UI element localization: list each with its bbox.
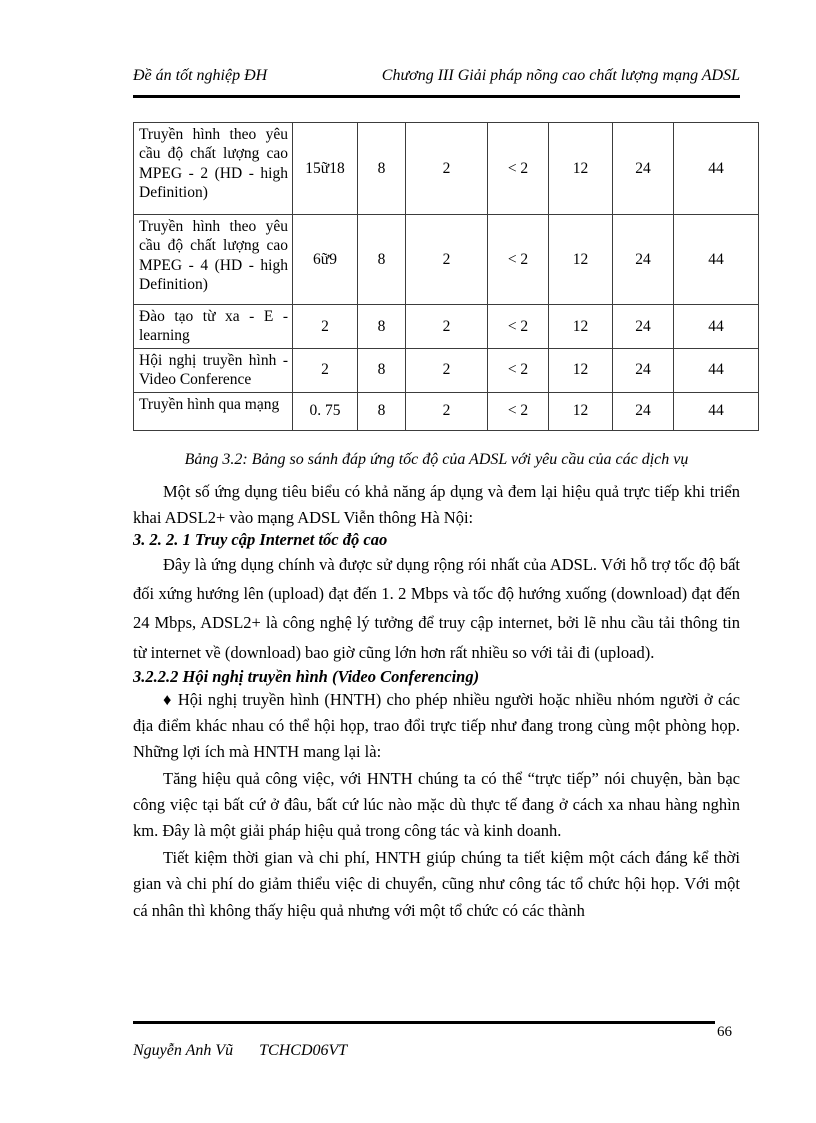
intro-paragraph: Một số ứng dụng tiêu biểu có khả năng áp dụng và đem lại hiệu quả trực tiếp khi triển khai ADSL2+ vào mạng ADSL Viễn thông Hà Nội: bbox=[133, 482, 740, 527]
service-name-cell: Truyền hình theo yêu cầu độ chất lượng cao MPEG - 2 (HD - high Definition) bbox=[134, 123, 293, 215]
running-header bbox=[133, 66, 740, 85]
value-cell: 12 bbox=[549, 392, 613, 430]
value-cell: < 2 bbox=[488, 215, 549, 305]
value-cell: 44 bbox=[674, 305, 759, 349]
value-cell: 44 bbox=[674, 215, 759, 305]
header-right-text: Chương III Giải pháp nõng cao chất lượng mạng ADSL bbox=[381, 67, 740, 84]
value-cell: 8 bbox=[358, 123, 406, 215]
service-name-cell: Đào tạo từ xa - E - learning bbox=[134, 305, 293, 349]
footer-author-name: Nguyễn Anh Vũ bbox=[133, 1042, 234, 1059]
value-cell: 2 bbox=[293, 305, 358, 349]
section-2-heading: 3.2.2.2 Hội nghị truyền hình (Video Conferencing) bbox=[133, 666, 480, 686]
header-left-text: Đề án tốt nghiệp ĐH bbox=[133, 67, 268, 84]
services-comparison-table bbox=[133, 122, 759, 431]
table-row bbox=[134, 123, 759, 215]
section-2-bullet-paragraph: ♦ Hội nghị truyền hình (HNTH) cho phép nhiều người hoặc nhiều nhóm người ở các địa điểm khác nhau có thể hội họp, trao đổi trực tiếp như đang trong cùng một phòng họp. Những lợi ích mà HNTH mang lại là: bbox=[133, 689, 740, 762]
value-cell: 8 bbox=[358, 305, 406, 349]
section-1-heading: 3. 2. 2. 1 Truy cập Internet tốc độ cao bbox=[133, 530, 388, 550]
value-cell: 8 bbox=[358, 348, 406, 392]
value-cell: < 2 bbox=[488, 123, 549, 215]
value-cell: 15ữ18 bbox=[293, 123, 358, 215]
page-number: 66 bbox=[717, 1024, 732, 1040]
table-row bbox=[134, 348, 759, 392]
value-cell: < 2 bbox=[488, 305, 549, 349]
table-caption: Bảng 3.2: Bảng so sánh đáp ứng tốc độ của ADSL với yêu cầu của các dịch vụ bbox=[184, 451, 689, 468]
value-cell: 2 bbox=[406, 215, 488, 305]
value-cell: 8 bbox=[358, 215, 406, 305]
value-cell: 2 bbox=[293, 348, 358, 392]
value-cell: 12 bbox=[549, 123, 613, 215]
section-2-paragraph-benefit-1: Tăng hiệu quả công việc, với HNTH chúng ta có thể “trực tiếp” nói chuyện, bàn bạc công việc tại bất cứ ở đâu, bất cứ lúc nào mặc dù thực tế đang ở cách xa nhau hàng nghìn km. Đây là một giải pháp hiệu quả trong công tác và kinh doanh. bbox=[133, 768, 740, 841]
value-cell: 44 bbox=[674, 123, 759, 215]
section-1-paragraph: Đây là ứng dụng chính và được sử dụng rộng rói nhất của ADSL. Với hỗ trợ tốc độ bất đối xứng hướng lên (upload) đạt đến 1. 2 Mbps và tốc độ hướng xuống (download) đạt đến 24 Mbps, ADSL2+ là công nghệ lý tưởng để truy cập internet, bởi lẽ nhu cầu tải thông tin từ internet về (download) bao giờ cũng lớn hơn rất nhiều so với tải đi (upload). bbox=[133, 554, 740, 662]
footer-author bbox=[133, 1042, 347, 1060]
value-cell: 6ữ9 bbox=[293, 215, 358, 305]
footer-class-code: TCHCD06VT bbox=[259, 1042, 348, 1059]
value-cell: 2 bbox=[406, 123, 488, 215]
value-cell: 2 bbox=[406, 348, 488, 392]
service-name-cell: Truyền hình theo yêu cầu độ chất lượng cao MPEG - 4 (HD - high Definition) bbox=[134, 215, 293, 305]
section-2-paragraph-benefit-2: Tiết kiệm thời gian và chi phí, HNTH giúp chúng ta tiết kiệm một cách đáng kể thời gian và chi phí do giảm thiểu việc di chuyển, cũng như công tác tổ chức hội họp. Với một cá nhân thì không thấy hiệu quả nhưng với một tổ chức có các thành bbox=[133, 847, 740, 920]
table-row bbox=[134, 305, 759, 349]
service-name-cell: Truyền hình qua mạng bbox=[134, 392, 293, 430]
value-cell: 24 bbox=[613, 305, 674, 349]
table-row bbox=[134, 215, 759, 305]
value-cell: < 2 bbox=[488, 348, 549, 392]
value-cell: 2 bbox=[406, 305, 488, 349]
value-cell: 24 bbox=[613, 392, 674, 430]
value-cell: 44 bbox=[674, 392, 759, 430]
table-row bbox=[134, 392, 759, 430]
footer-rule bbox=[133, 1021, 715, 1024]
value-cell: 44 bbox=[674, 348, 759, 392]
value-cell: 24 bbox=[613, 348, 674, 392]
body-text bbox=[133, 479, 740, 924]
value-cell: 12 bbox=[549, 215, 613, 305]
value-cell: 24 bbox=[613, 215, 674, 305]
value-cell: 12 bbox=[549, 348, 613, 392]
value-cell: 0. 75 bbox=[293, 392, 358, 430]
value-cell: 2 bbox=[406, 392, 488, 430]
value-cell: 24 bbox=[613, 123, 674, 215]
service-name-cell: Hội nghị truyền hình - Video Conference bbox=[134, 348, 293, 392]
value-cell: 12 bbox=[549, 305, 613, 349]
value-cell: 8 bbox=[358, 392, 406, 430]
value-cell: < 2 bbox=[488, 392, 549, 430]
header-rule bbox=[133, 95, 740, 98]
